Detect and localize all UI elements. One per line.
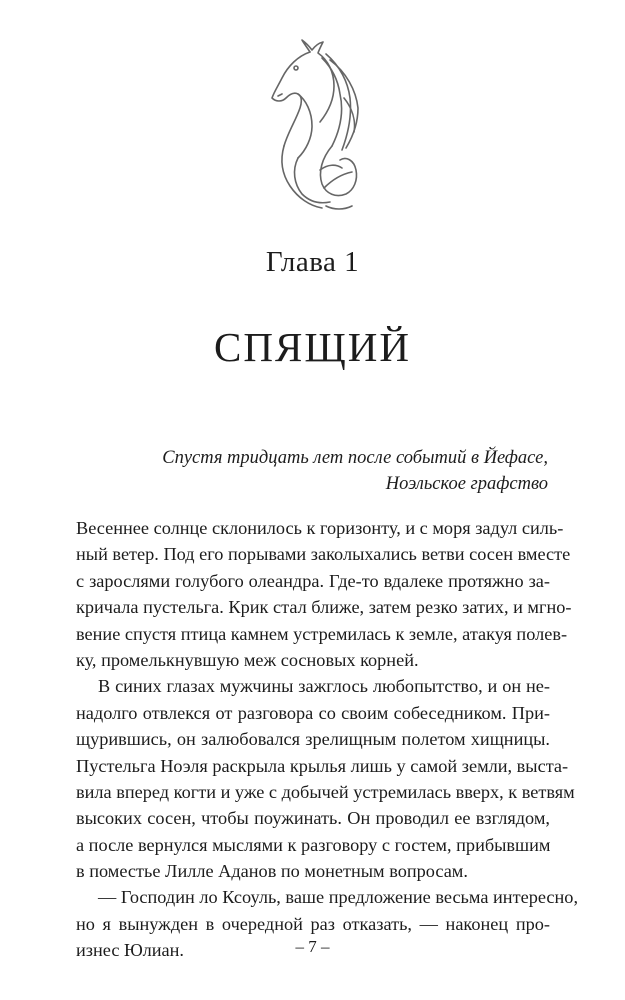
text-line: В синих глазах мужчины зажглось любопытство, и он не- (98, 676, 550, 697)
text-line: высоких сосен, чтобы поужинать. Он проводил ее взглядом, (76, 808, 550, 829)
epigraph (162, 445, 548, 497)
chapter-title: СПЯЩИЙ (214, 324, 411, 370)
body-text (76, 515, 579, 964)
text-line: щурившись, он залюбовался зрелищным полетом хищницы. (76, 729, 550, 750)
text-line: с зарослями голубого олеандра. Где-то вдалеке протяжно за- (76, 570, 550, 591)
text-line: вение спустя птица камнем устремилась к земле, атакуя полев- (76, 623, 568, 644)
paragraph (76, 515, 572, 673)
horse-emblem-icon (262, 38, 372, 228)
epigraph-line: Спустя тридцать лет после событий в Йефасе, (162, 448, 548, 468)
page-number: – 7 – (295, 937, 330, 956)
text-line: Пустельга Ноэля раскрыла крылья лишь у самой земли, выста- (76, 755, 569, 776)
text-line: а после вернулся мыслями к разговору с гостем, прибывшим (76, 834, 551, 855)
chapter-label: Глава 1 (265, 246, 360, 278)
text-line: ку, промелькнувшую меж сосновых корней. (76, 649, 419, 670)
text-line: надолго отвлекся от разговора со своим собеседником. При- (76, 702, 550, 723)
paragraph (76, 673, 575, 884)
text-line: вила вперед когти и уже с добычей устремилась вверх, к ветвям (76, 781, 575, 802)
text-line: Весеннее солнце склонилось к горизонту, и с моря задул силь- (76, 518, 564, 538)
text-line: ный ветер. Под его порывами заколыхались ветви сосен вместе (76, 544, 571, 565)
text-line: изнес Юлиан. (76, 940, 184, 961)
text-line: кричала пустельга. Крик стал ближе, затем резко затих, и мгно- (76, 597, 572, 618)
epigraph-line: Ноэльское графство (385, 474, 548, 494)
text-line: но я вынужден в очередной раз отказать, — наконец про- (76, 913, 550, 934)
text-line: в поместье Лилле Аданов по монетным вопросам. (76, 861, 468, 882)
text-line: — Господин ло Ксоуль, ваше предложение весьма интересно, (98, 887, 579, 908)
